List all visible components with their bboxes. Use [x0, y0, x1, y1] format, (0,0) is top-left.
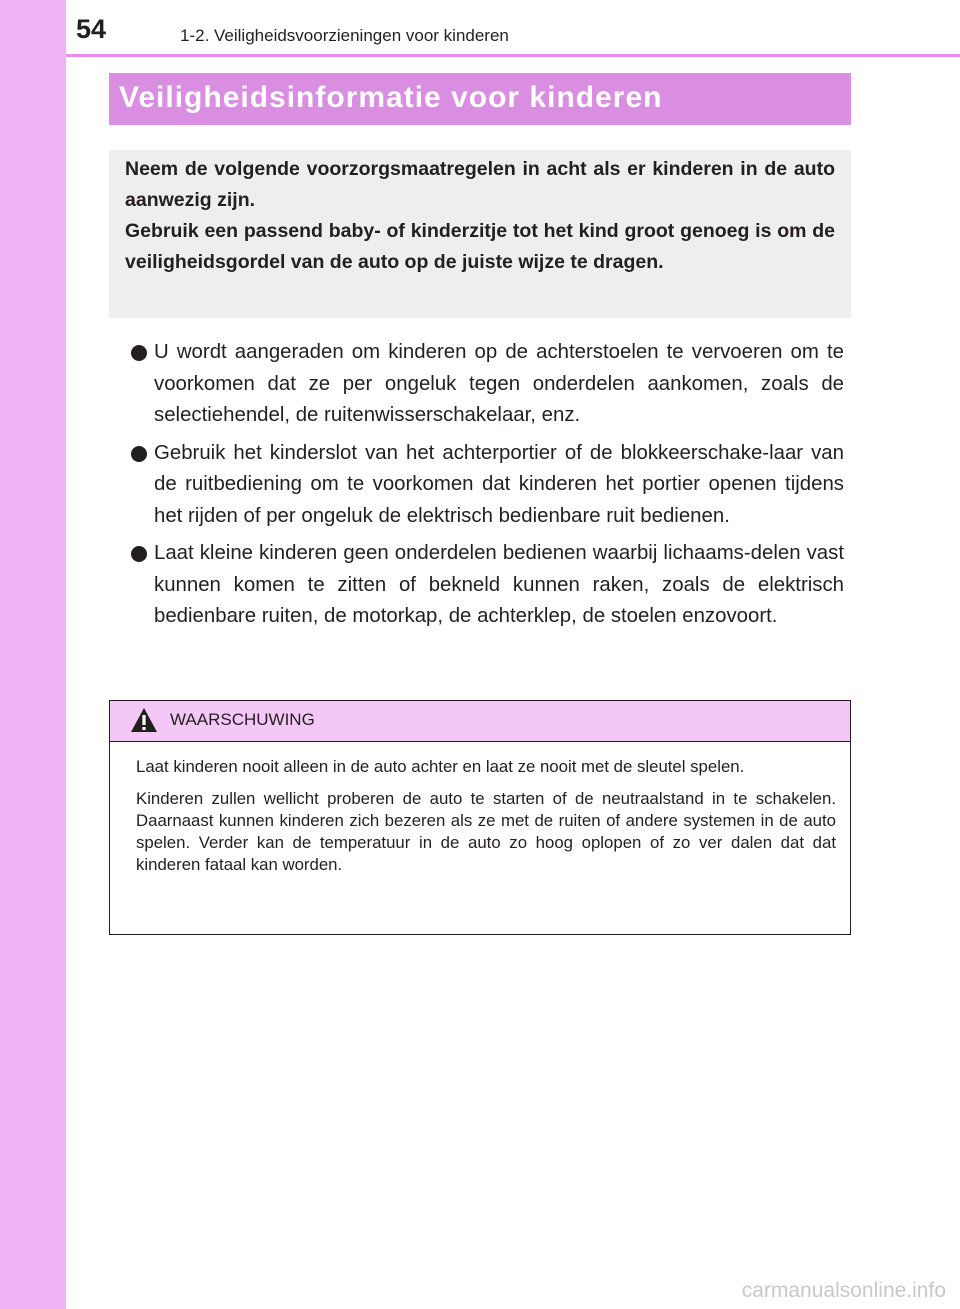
page-title: Veiligheidsinformatie voor kinderen: [119, 81, 663, 114]
intro-paragraph: Gebruik een passend baby- of kinderzitje tot het kind groot genoeg is om de veiligheidsgordel van de auto op de juiste wijze te dragen.: [125, 220, 835, 273]
warning-body: [110, 742, 850, 876]
bullet-dot-icon: [131, 345, 147, 361]
bullet-list: [128, 337, 844, 639]
warning-title: WAARSCHUWING: [170, 710, 315, 729]
watermark-text: carmanualsonline.info: [741, 1279, 946, 1302]
intro-box: [109, 150, 851, 318]
bullet-dot-icon: [131, 546, 147, 562]
header-rule: [66, 54, 960, 57]
page-number: 54: [76, 14, 107, 44]
bullet-item: [128, 438, 844, 533]
warning-box: [109, 700, 851, 935]
bullet-dot-icon: [131, 446, 147, 462]
warning-paragraph: Laat kinderen nooit alleen in de auto achter en laat ze nooit met de sleutel spelen.: [136, 757, 745, 776]
bullet-text: Laat kleine kinderen geen onderdelen bedienen waarbij lichaams-delen vast kunnen komen te zitten of bekneld kunnen raken, zoals de elektrisch bedienbare ruiten, de motorkap, de achterklep, de stoelen enzovoort.: [154, 542, 844, 627]
warning-triangle-icon: [130, 707, 158, 733]
bullet-item: [128, 538, 844, 633]
warning-header: [110, 701, 850, 742]
intro-paragraph: Neem de volgende voorzorgsmaatregelen in acht als er kinderen in de auto aanwezig zijn.: [125, 158, 835, 211]
section-heading: 1-2. Veiligheidsvoorzieningen voor kinderen: [180, 26, 509, 45]
side-margin-strip: [0, 0, 66, 1309]
warning-paragraph: Kinderen zullen wellicht proberen de auto te starten of de neutraalstand in te schakelen. Daarnaast kunnen kinderen zich bezeren als ze met de ruiten of andere systemen in de auto spelen. Verder kan de temperatuur in de auto zo hoog oplopen of zo ver dalen dat dat kinderen fataal kan worden.: [136, 789, 836, 874]
bullet-item: [128, 337, 844, 432]
bullet-text: U wordt aangeraden om kinderen op de achterstoelen te vervoeren om te voorkomen dat ze per ongeluk tegen onderdelen aankomen, zoals de selectiehendel, de ruitenwisserschakelaar, enz.: [154, 341, 844, 426]
title-bar: [109, 73, 851, 125]
bullet-text: Gebruik het kinderslot van het achterportier of de blokkeerschake-laar van de ruitbediening om te voorkomen dat kinderen het portier openen tijdens het rijden of per ongeluk de elektrisch bedienbare ruit bedienen.: [154, 441, 844, 527]
